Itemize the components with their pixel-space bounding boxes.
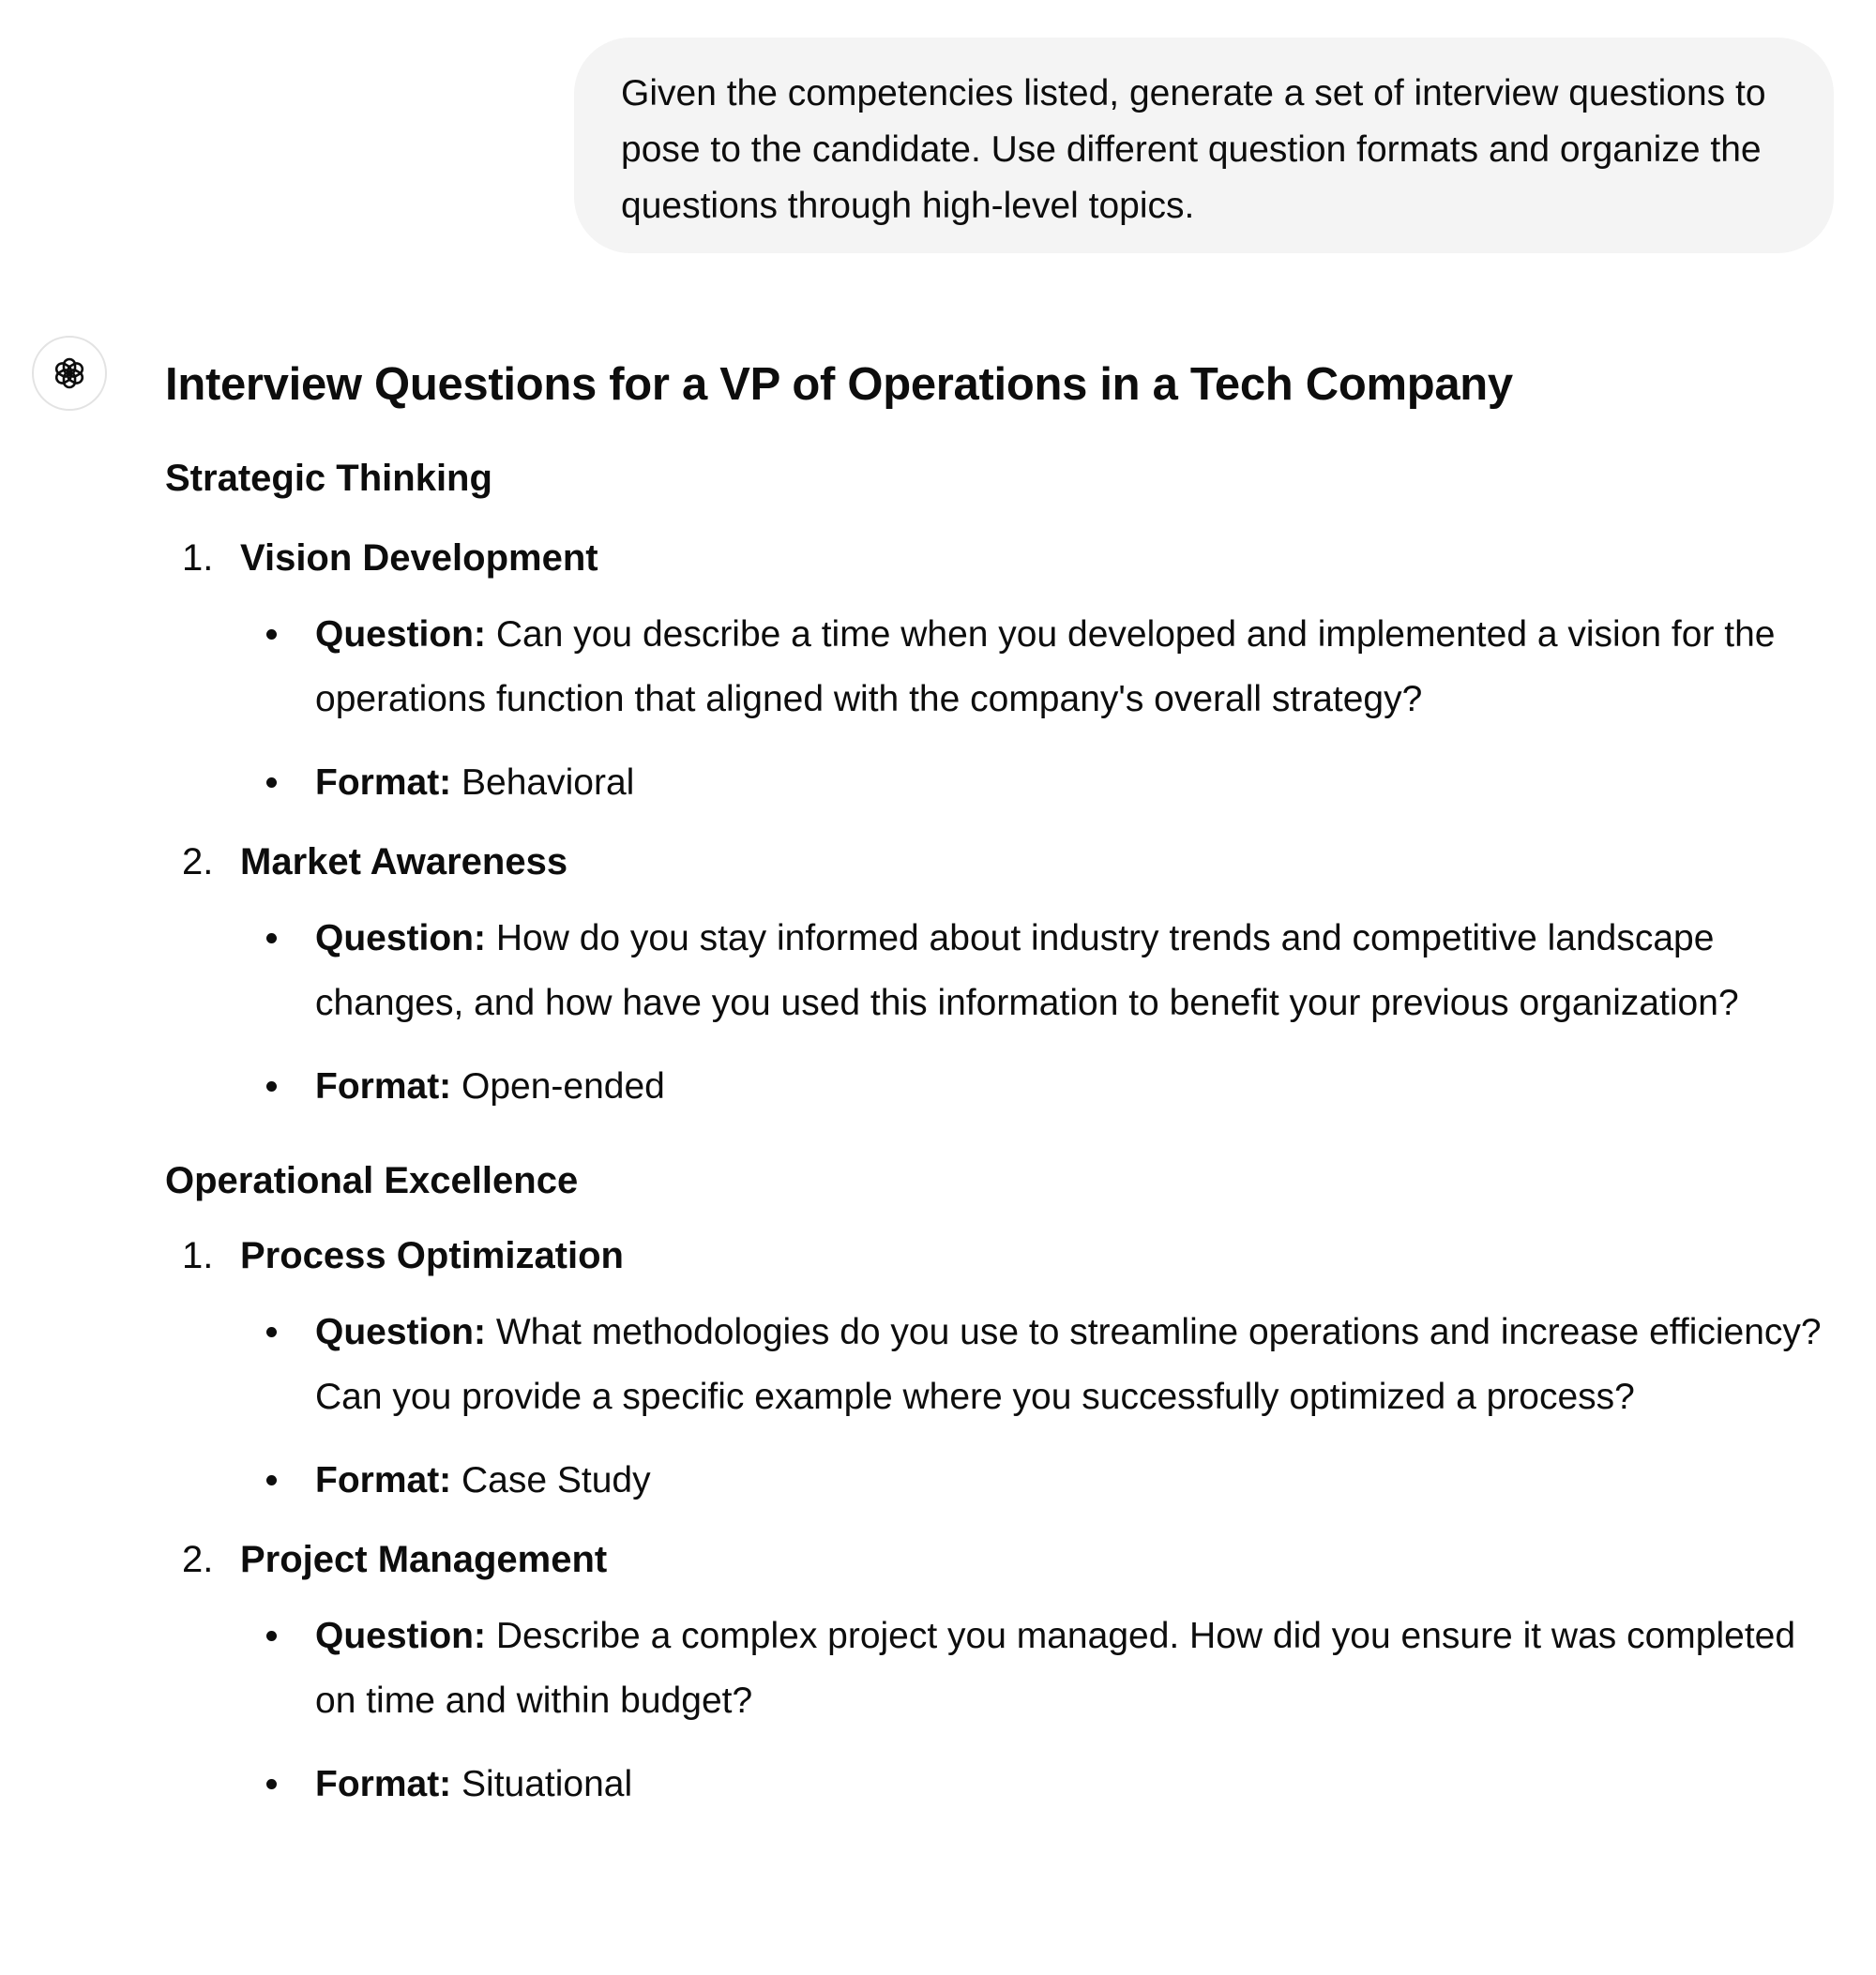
format-value: Open-ended bbox=[461, 1066, 665, 1107]
openai-logo-icon bbox=[47, 351, 92, 396]
topic-number: 2. bbox=[182, 1539, 214, 1580]
format-bullet bbox=[165, 1448, 1844, 1513]
topic-title: Market Awareness bbox=[240, 841, 568, 882]
assistant-avatar bbox=[32, 336, 107, 411]
question-bullet bbox=[165, 906, 1844, 1035]
format-bullet bbox=[165, 1054, 1844, 1119]
question-bullet bbox=[165, 1604, 1844, 1733]
question-label: Question: bbox=[315, 614, 486, 655]
user-message-text: Given the competencies listed, generate a set of interview questions to pose to the candidate. Use different question formats and organize the questions through high-level topics. bbox=[621, 73, 1766, 226]
question-text: How do you stay informed about industry trends and competitive landscape changes, and how have you used this information to benefit your previous organization? bbox=[315, 918, 1739, 1023]
section-operational-excellence bbox=[165, 1153, 1844, 1817]
bullet-dot bbox=[266, 1475, 277, 1485]
bullet-dot bbox=[266, 1327, 277, 1337]
section-heading: Strategic Thinking bbox=[165, 458, 492, 499]
topic-number: 2. bbox=[182, 841, 214, 882]
question-bullet bbox=[165, 1300, 1844, 1429]
format-label: Format: bbox=[315, 1066, 452, 1107]
bullet-dot bbox=[266, 1631, 277, 1641]
format-label: Format: bbox=[315, 762, 452, 803]
format-bullet bbox=[165, 1752, 1844, 1817]
topic-title: Process Optimization bbox=[240, 1235, 624, 1276]
bullet-dot bbox=[266, 1081, 277, 1092]
question-label: Question: bbox=[315, 918, 486, 958]
question-bullet bbox=[165, 602, 1844, 731]
bullet-dot bbox=[266, 933, 277, 943]
question-label: Question: bbox=[315, 1616, 486, 1656]
topic-title: Vision Development bbox=[240, 537, 598, 579]
format-value: Case Study bbox=[461, 1460, 651, 1500]
topic-title: Project Management bbox=[240, 1539, 608, 1580]
topic-item bbox=[165, 530, 1844, 586]
bullet-dot bbox=[266, 777, 277, 788]
bullet-dot bbox=[266, 629, 277, 640]
topic-number: 1. bbox=[182, 537, 214, 579]
topic-item bbox=[165, 1531, 1844, 1588]
topic-item bbox=[165, 1228, 1844, 1284]
question-text: Describe a complex project you managed. How did you ensure it was completed on time and within budget? bbox=[315, 1616, 1796, 1721]
assistant-response bbox=[165, 347, 1844, 1817]
user-message-bubble bbox=[574, 38, 1834, 253]
section-heading: Operational Excellence bbox=[165, 1160, 579, 1201]
format-value: Situational bbox=[461, 1764, 633, 1804]
question-text: Can you describe a time when you developed and implemented a vision for the operations function that aligned with the company's overall strategy? bbox=[315, 614, 1776, 719]
question-label: Question: bbox=[315, 1312, 486, 1352]
section-strategic-thinking bbox=[165, 450, 1844, 1119]
format-label: Format: bbox=[315, 1460, 452, 1500]
topic-item bbox=[165, 834, 1844, 890]
format-value: Behavioral bbox=[461, 762, 635, 803]
bullet-dot bbox=[266, 1779, 277, 1789]
topic-number: 1. bbox=[182, 1235, 214, 1276]
question-text: What methodologies do you use to streamline operations and increase efficiency? Can you provide a specific example where you successfully optimized a process? bbox=[315, 1312, 1822, 1417]
response-title: Interview Questions for a VP of Operations in a Tech Company bbox=[165, 359, 1513, 410]
format-label: Format: bbox=[315, 1764, 452, 1804]
format-bullet bbox=[165, 750, 1844, 815]
